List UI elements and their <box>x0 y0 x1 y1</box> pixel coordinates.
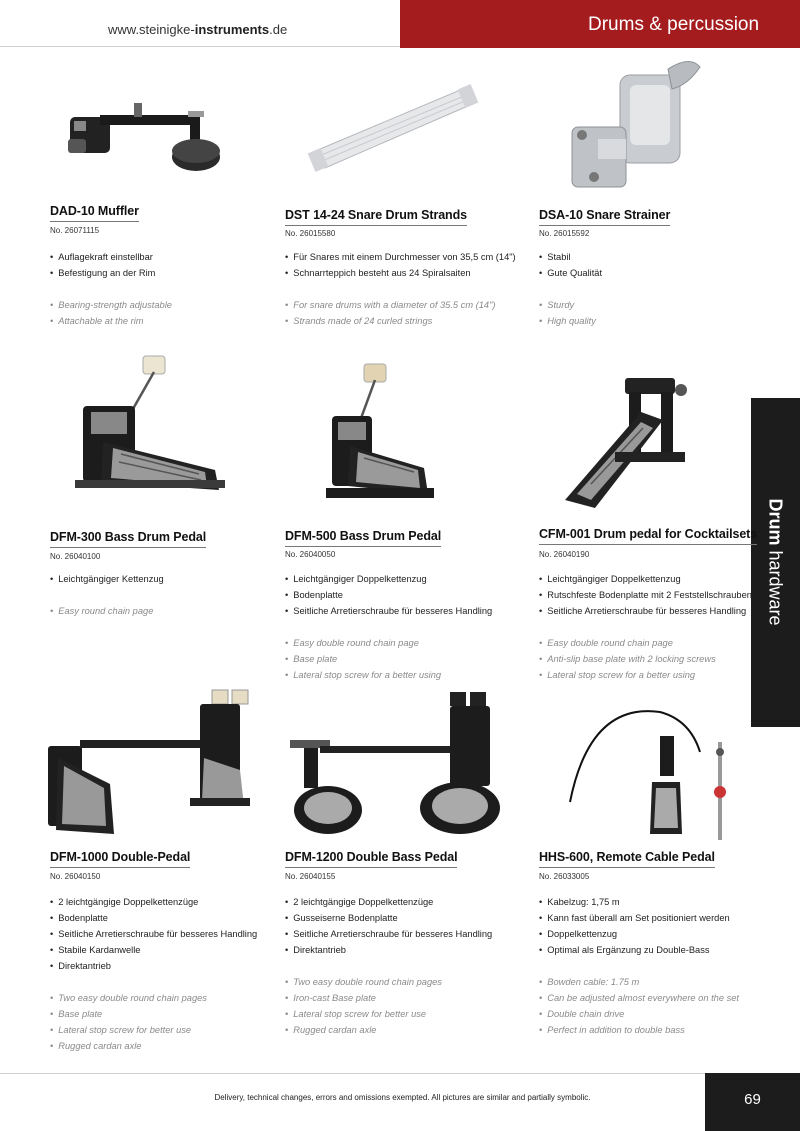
remote-cable-pedal-image <box>560 692 750 842</box>
product-number: No. 26040050 <box>285 550 336 559</box>
product-title: DFM-1200 Double Bass Pedal <box>285 850 457 868</box>
features-de <box>539 894 730 958</box>
features-en <box>285 297 496 329</box>
feature-item: • Lateral stop screw for a better using <box>539 667 716 683</box>
product-number: No. 26015592 <box>539 229 590 238</box>
product-title: DSA-10 Snare Strainer <box>539 208 670 226</box>
features-en <box>50 297 172 329</box>
snare-strands-image <box>305 80 485 180</box>
feature-item: • Sturdy <box>539 297 596 313</box>
bass-drum-pedal-image <box>65 350 235 505</box>
feature-item: • Perfect in addition to double bass <box>539 1022 739 1038</box>
product-number: No. 26033005 <box>539 872 590 881</box>
product-number: No. 26015580 <box>285 229 336 238</box>
feature-item: • Rugged cardan axle <box>50 1038 207 1054</box>
feature-item: • Leichtgängiger Doppelkettenzug <box>539 571 752 587</box>
feature-item: • Lateral stop screw for better use <box>285 1006 442 1022</box>
footer-disclaimer: Delivery, technical changes, errors and omissions exempted. All pictures are similar and partially symbolic. <box>214 1093 591 1102</box>
feature-item: • Bearing-strength adjustable <box>50 297 172 313</box>
category-title: Drums & percussion <box>588 14 760 35</box>
feature-item: • For snare drums with a diameter of 35.5 cm (14") <box>285 297 496 313</box>
snare-strainer-image <box>560 55 710 195</box>
product-title: DFM-300 Bass Drum Pedal <box>50 530 206 548</box>
product-number: No. 26040155 <box>285 872 336 881</box>
feature-item: • Seitliche Arretierschraube für besseres Handling <box>539 603 752 619</box>
feature-item: • Bowden cable: 1.75 m <box>539 974 739 990</box>
features-de <box>539 249 602 281</box>
feature-item: • Lateral stop screw for better use <box>50 1022 207 1038</box>
feature-item: • Seitliche Arretierschraube für besseres Handling <box>285 926 492 942</box>
site-url[interactable]: www.steinigke-instruments.de <box>108 22 288 37</box>
feature-item: • Auflagekraft einstellbar <box>50 249 155 265</box>
feature-item: • Easy round chain page <box>50 603 153 619</box>
features-de <box>50 249 155 281</box>
feature-item: • Direktantrieb <box>285 942 492 958</box>
feature-item: • Stabile Kardanwelle <box>50 942 257 958</box>
product-title: HHS-600, Remote Cable Pedal <box>539 850 715 868</box>
feature-item: • Double chain drive <box>539 1006 739 1022</box>
feature-item: • Gute Qualität <box>539 265 602 281</box>
feature-item: • Bodenplatte <box>285 587 492 603</box>
muffler-image <box>60 95 260 185</box>
features-de <box>50 894 257 974</box>
double-bass-pedal-image <box>280 690 510 840</box>
feature-item: • Optimal als Ergänzung zu Double-Bass <box>539 942 730 958</box>
category-banner <box>400 0 800 48</box>
feature-item: • Strands made of 24 curled strings <box>285 313 496 329</box>
features-de <box>539 571 752 619</box>
feature-item: • Stabil <box>539 249 602 265</box>
feature-item: • Attachable at the rim <box>50 313 172 329</box>
feature-item: • Schnarrteppich besteht aus 24 Spiralsaiten <box>285 265 516 281</box>
feature-item: • Gusseiserne Bodenplatte <box>285 910 492 926</box>
double-pedal-image <box>40 688 255 838</box>
footer-divider <box>0 1073 705 1074</box>
features-en <box>50 990 207 1054</box>
cocktail-drum-pedal-image <box>555 372 705 512</box>
features-en <box>539 974 739 1038</box>
product-number: No. 26040190 <box>539 550 590 559</box>
features-en <box>285 635 441 683</box>
product-number: No. 26071115 <box>50 226 100 235</box>
product-title: DST 14-24 Snare Drum Strands <box>285 208 467 226</box>
feature-item: • Seitliche Arretierschraube für besseres Handling <box>50 926 257 942</box>
feature-item: • Leichtgängiger Kettenzug <box>50 571 164 587</box>
features-de <box>285 894 492 958</box>
feature-item: • Befestigung an der Rim <box>50 265 155 281</box>
header-divider <box>0 46 400 47</box>
product-title: DFM-500 Bass Drum Pedal <box>285 529 441 547</box>
features-de <box>285 249 516 281</box>
feature-item: • Can be adjusted almost everywhere on the set <box>539 990 739 1006</box>
page-number: 69 <box>744 1091 761 1108</box>
feature-item: • Lateral stop screw for a better using <box>285 667 441 683</box>
feature-item: • Easy double round chain page <box>539 635 716 651</box>
feature-item: • Für Snares mit einem Durchmesser von 35,5 cm (14") <box>285 249 516 265</box>
features-de <box>285 571 492 619</box>
feature-item: • Bodenplatte <box>50 910 257 926</box>
product-title: DAD-10 Muffler <box>50 204 139 222</box>
feature-item: • Direktantrieb <box>50 958 257 974</box>
feature-item: • 2 leichtgängige Doppelkettenzüge <box>50 894 257 910</box>
features-de <box>50 571 164 587</box>
bass-drum-pedal-image <box>320 360 440 510</box>
features-en <box>539 635 716 683</box>
section-label: Drum hardware <box>765 498 786 626</box>
product-number: No. 26040100 <box>50 552 101 561</box>
feature-item: • Two easy double round chain pages <box>285 974 442 990</box>
features-en <box>50 603 153 619</box>
feature-item: • Rutschfeste Bodenplatte mit 2 Feststellschrauben <box>539 587 752 603</box>
features-en <box>539 297 596 329</box>
feature-item: • Leichtgängiger Doppelkettenzug <box>285 571 492 587</box>
feature-item: • Base plate <box>285 651 441 667</box>
feature-item: • Anti-slip base plate with 2 locking screws <box>539 651 716 667</box>
section-side-tab <box>751 398 800 727</box>
feature-item: • High quality <box>539 313 596 329</box>
feature-item: • Seitliche Arretierschraube für besseres Handling <box>285 603 492 619</box>
product-title: CFM-001 Drum pedal for Cocktailsets <box>539 527 757 545</box>
features-en <box>285 974 442 1038</box>
feature-item: • Iron-cast Base plate <box>285 990 442 1006</box>
page-header <box>0 0 800 48</box>
page-number-box <box>705 1073 800 1131</box>
feature-item: • Doppelkettenzug <box>539 926 730 942</box>
product-number: No. 26040150 <box>50 872 101 881</box>
feature-item: • Two easy double round chain pages <box>50 990 207 1006</box>
feature-item: • 2 leichtgängige Doppelkettenzüge <box>285 894 492 910</box>
feature-item: • Rugged cardan axle <box>285 1022 442 1038</box>
feature-item: • Kabelzug: 1,75 m <box>539 894 730 910</box>
feature-item: • Base plate <box>50 1006 207 1022</box>
product-title: DFM-1000 Double-Pedal <box>50 850 190 868</box>
feature-item: • Easy double round chain page <box>285 635 441 651</box>
feature-item: • Kann fast überall am Set positioniert werden <box>539 910 730 926</box>
